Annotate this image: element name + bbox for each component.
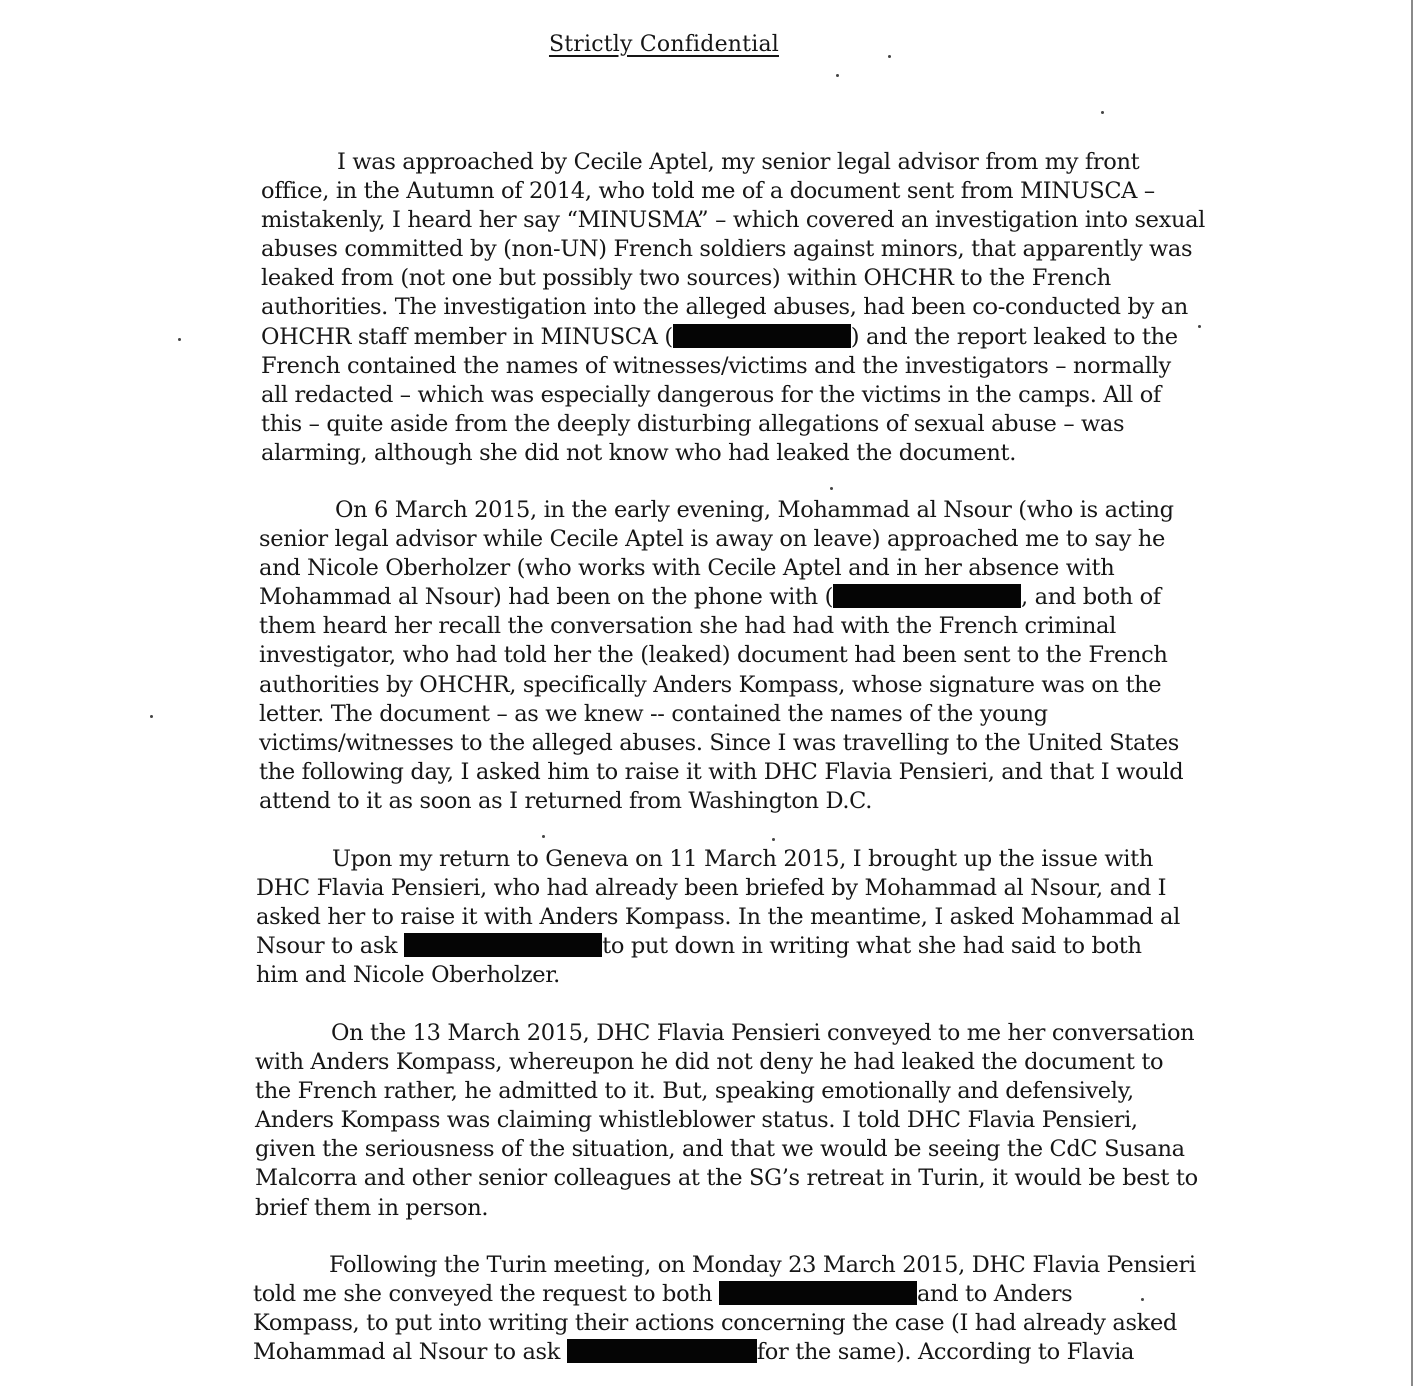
redaction-block xyxy=(567,1339,757,1363)
text-line xyxy=(253,1338,1196,1367)
paragraph-5 xyxy=(253,1251,1196,1367)
text-segment: , and both of xyxy=(1021,584,1161,611)
page-edge-shadow xyxy=(1411,0,1413,1386)
redaction-block xyxy=(719,1281,917,1305)
text-segment: to put down in writing what she had said to both xyxy=(602,933,1142,960)
text-segment: told me she conveyed the request to both xyxy=(253,1281,719,1308)
text-segment: and to Anders xyxy=(916,1281,1073,1308)
text-segment: ) and the report leaked to the xyxy=(850,323,1178,350)
text-line: Kompass, to put into writing their actions concerning the case (I had already asked xyxy=(253,1310,1177,1337)
text-line: mistakenly, I heard her say “MINUSMA” – which covered an investigation into sexual xyxy=(261,207,1206,234)
text-line: letter. The document – as we knew -- contained the names of the young xyxy=(259,700,1048,727)
text-line: given the seriousness of the situation, and that we would be seeing the CdC Susana xyxy=(255,1136,1185,1163)
scan-speck xyxy=(542,835,545,838)
scan-speck xyxy=(836,74,839,77)
text-line: French contained the names of witnesses/victims and the investigators – normally xyxy=(261,352,1171,379)
text-line: On the 13 March 2015, DHC Flavia Pensieri conveyed to me her conversation xyxy=(331,1020,1195,1046)
text-line: attend to it as soon as I returned from Washington D.C. xyxy=(259,787,873,814)
paragraph-4 xyxy=(255,1019,1198,1223)
text-line: alarming, although she did not know who had leaked the document. xyxy=(261,439,1017,466)
text-line: the following day, I asked him to raise it with DHC Flavia Pensieri, and that I would xyxy=(259,758,1184,785)
paragraph-2 xyxy=(259,496,1183,816)
text-line: authorities by OHCHR, specifically Anders Kompass, whose signature was on the xyxy=(259,671,1162,698)
scan-speck xyxy=(1141,1298,1144,1301)
text-line: senior legal advisor while Cecile Aptel is away on leave) approached me to say he xyxy=(259,526,1166,553)
scan-speck xyxy=(1198,325,1201,328)
text-line: DHC Flavia Pensieri, who had already been briefed by Mohammad al Nsour, and I xyxy=(256,875,1167,902)
text-line: Following the Turin meeting, on Monday 23 March 2015, DHC Flavia Pensieri xyxy=(329,1252,1196,1278)
text-segment: for the same). According to Flavia xyxy=(756,1339,1135,1366)
text-line: and Nicole Oberholzer (who works with Cecile Aptel and in her absence with xyxy=(259,555,1115,582)
text-line: I was approached by Cecile Aptel, my senior legal advisor from my front xyxy=(337,149,1140,175)
paragraph-3 xyxy=(256,845,1180,990)
text-line: asked her to raise it with Anders Kompass. In the meantime, I asked Mohammad al xyxy=(256,904,1180,931)
text-line: this – quite aside from the deeply disturbing allegations of sexual abuse – was xyxy=(261,410,1125,437)
text-line: office, in the Autumn of 2014, who told me of a document sent from MINUSCA – xyxy=(261,178,1155,205)
text-line: authorities. The investigation into the alleged abuses, had been co-conducted by an xyxy=(261,294,1188,321)
redaction-block xyxy=(404,933,602,957)
text-segment: Mohammad al Nsour) had been on the phone with ( xyxy=(259,584,834,611)
redaction-block xyxy=(673,324,851,348)
text-line: them heard her recall the conversation she had had with the French criminal xyxy=(259,613,1116,640)
text-line: brief them in person. xyxy=(255,1194,489,1221)
text-segment: Nsour to ask xyxy=(256,933,405,960)
text-line xyxy=(253,1280,1196,1309)
text-line: Anders Kompass was claiming whistleblower status. I told DHC Flavia Pensieri, xyxy=(255,1107,1138,1134)
text-line: the French rather, he admitted to it. But, speaking emotionally and defensively, xyxy=(255,1078,1134,1105)
text-line: abuses committed by (non-UN) French soldiers against minors, that apparently was xyxy=(261,236,1193,263)
text-line xyxy=(259,583,1183,612)
text-line: On 6 March 2015, in the early evening, Mohammad al Nsour (who is acting xyxy=(335,497,1174,523)
text-segment: Mohammad al Nsour to ask xyxy=(253,1339,567,1366)
paragraph-1 xyxy=(261,148,1205,468)
text-line: Upon my return to Geneva on 11 March 2015, I brought up the issue with xyxy=(332,846,1153,872)
document-heading: Strictly Confidential xyxy=(548,32,779,57)
text-line: victims/witnesses to the alleged abuses. Since I was travelling to the United States xyxy=(259,729,1179,756)
scan-speck xyxy=(830,487,833,490)
text-line: with Anders Kompass, whereupon he did not deny he had leaked the document to xyxy=(255,1049,1164,1076)
text-line: leaked from (not one but possibly two sources) within OHCHR to the French xyxy=(261,265,1111,292)
scan-speck xyxy=(150,715,153,718)
text-line xyxy=(256,932,1180,961)
text-line: Malcorra and other senior colleagues at the SG’s retreat in Turin, it would be best to xyxy=(255,1165,1198,1192)
scan-speck xyxy=(178,338,181,341)
text-segment: OHCHR staff member in MINUSCA ( xyxy=(261,323,673,350)
redaction-block xyxy=(833,584,1021,608)
text-line: all redacted – which was especially dangerous for the victims in the camps. All of xyxy=(261,381,1161,408)
text-line: him and Nicole Oberholzer. xyxy=(256,962,560,989)
scan-speck xyxy=(1101,111,1104,114)
scan-speck xyxy=(888,55,891,58)
text-line xyxy=(261,323,1205,352)
text-line: investigator, who had told her the (leaked) document had been sent to the French xyxy=(259,642,1168,669)
scan-speck xyxy=(772,838,775,841)
